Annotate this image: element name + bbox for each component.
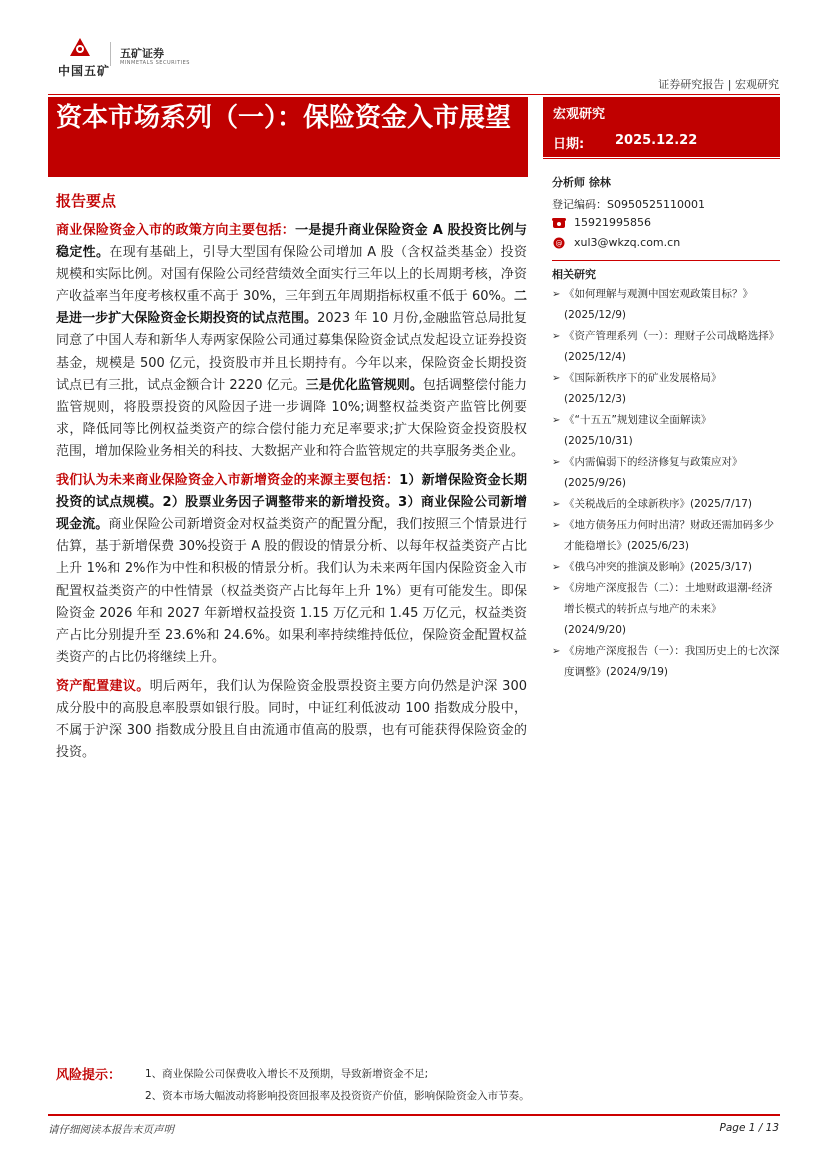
related-research-list xyxy=(552,284,780,683)
allocation-lead: 资产配置建议。 xyxy=(56,678,150,694)
policy-text-2: 2023 年 10 月份,金融监管总局批复同意了中国人寿和新华人寿两家保险公司通过募集保险资金试点发起设立证券投资基金，规模是 500 亿元，投资股市并且长期持有。今年以来，保险资金长期投资试点已有三批，试点金额合计 2220 亿元。 xyxy=(56,311,527,393)
related-item[interactable]: ➢ 《房地产深度报告（二）：土地财政退潮-经济增长模式的转折点与地产的未来》(2024/9/20) xyxy=(552,578,780,641)
date-label: 日期: xyxy=(553,137,585,152)
related-item[interactable]: ➢ 《房地产深度报告（一）：我国历史上的七次深度调整》(2024/9/19) xyxy=(552,641,780,683)
related-item[interactable]: ➢ 《“十五五”规划建议全面解读》(2025/10/31) xyxy=(552,410,780,452)
funding-sources: 1）新增保险资金长期投资的试点规模。2）股票业务因子调整带来的新增投资。3）商业保险公司新增现金流。 xyxy=(56,473,527,533)
report-title: 资本市场系列（一）：保险资金入市展望 xyxy=(48,97,528,177)
risk-label: 风险提示： xyxy=(56,1068,122,1083)
report-category: 宏观研究 xyxy=(553,107,606,122)
related-research-title: 相关研究 xyxy=(552,268,596,281)
footer-rule xyxy=(48,1114,780,1116)
policy-text-3: 包括调整偿付能力监管规则，将股票投资的风险因子进一步调降 10%;调整权益类资产监管比例要求，降低同等比例权益类资产的综合偿付能力充足率要求;扩大保险资金投资股权范围，增加保险业务相关的科技、大数据产业和符合监管规定的共享服务类企业。 xyxy=(56,377,527,459)
policy-point-2: 二是进一步扩大保险资金长期投资的试点范围。 xyxy=(56,289,527,327)
email-row xyxy=(552,236,680,249)
analyst-name: 分析师 徐林 xyxy=(552,176,611,189)
footer-disclaimer: 请仔细阅读本报告末页声明 xyxy=(48,1124,174,1136)
related-item[interactable]: ➢ 《俄乌冲突的推演及影响》(2025/3/17) xyxy=(552,557,780,578)
header-rule xyxy=(48,94,780,95)
phone-number: 15921995856 xyxy=(574,216,651,229)
policy-paragraph xyxy=(56,220,527,463)
funding-paragraph xyxy=(56,470,527,669)
sidebar-rule xyxy=(543,158,780,159)
group-name: 中国五矿 xyxy=(58,64,111,78)
report-date: 2025.12.22 xyxy=(615,133,698,148)
risk-item: 1、商业保险公司保费收入增长不及预期，导致新增资金不足; xyxy=(145,1068,429,1080)
page-number: Page 1 / 13 xyxy=(719,1122,779,1134)
funding-lead: 我们认为未来商业保险资金入市新增资金的来源主要包括： xyxy=(56,473,400,489)
policy-text-1: 在现有基础上，引导大型国有保险公司增加 A 股（含权益类基金）投资规模和实际比例。对国有保险公司经营绩效全面实行三年以上的长周期考核，净资产收益率当年度考核权重不高于 30%，三年到五年周期指标权重不低于 60%。 xyxy=(56,245,527,305)
funding-text: 商业保险公司新增资金对权益类资产的配置分配，我们按照三个情景进行估算，基于新增保费 30%投资于 A 股的假设的情景分析、以每年权益类资产占比上升 1%和 2%作为中性和积极的情景分析。我们认为未来两年国内保险资金入市配置权益类资产的中性情景（权益类资产占比每年上升 1%）更有可能发生。即保险资金 2026 年和 2027 年新增权益投资 1.15 万亿元和 1.45 万亿元，权益类资产占比分别提升至 23.6%和 24.6%。如果利率持续维持低位，保险资金配置权益类资产的占比仍将继续上升。 xyxy=(56,517,527,665)
svg-text:@: @ xyxy=(555,239,563,248)
related-item[interactable]: ➢ 《内需偏弱下的经济修复与政策应对》(2025/9/26) xyxy=(552,452,780,494)
allocation-paragraph xyxy=(56,676,527,764)
related-item[interactable]: ➢ 《国际新秩序下的矿业发展格局》(2025/12/3) xyxy=(552,368,780,410)
minmetals-logo-icon xyxy=(68,36,92,58)
policy-lead: 商业保险资金入市的政策方向主要包括： xyxy=(56,223,296,238)
registration-number: 登记编码：S0950525110001 xyxy=(552,198,705,211)
related-item[interactable]: ➢ 《关税战后的全球新秩序》(2025/7/17) xyxy=(552,494,780,515)
related-item[interactable]: ➢ 《地方债务压力何时出清？财政还需加码多少才能稳增长》(2025/6/23) xyxy=(552,515,780,557)
allocation-text: 明后两年，我们认为保险资金股票投资主要方向仍然是沪深 300 成分股中的高股息率股票如银行股。同时，中证红利低波动 100 指数成分股中，不属于沪深 300 指数成分股且自由流通市值高的股票，也有可能获得保险资金的投资。 xyxy=(56,678,527,761)
related-item[interactable]: ➢ 《资产管理系列（一）：理财子公司战略选择》(2025/12/4) xyxy=(552,326,780,368)
brand-subtitle: MINMETALS SECURITIES xyxy=(120,60,190,66)
category-date-box xyxy=(543,97,780,157)
policy-point-3: 三是优化监管规则。 xyxy=(305,377,423,393)
phone-row xyxy=(552,216,651,229)
related-rule xyxy=(552,260,780,261)
email-address[interactable]: xul3@wkzq.com.cn xyxy=(574,236,681,249)
email-icon xyxy=(552,237,566,249)
logo-divider xyxy=(110,42,111,66)
report-body xyxy=(56,220,527,771)
related-item[interactable]: ➢ 《如何理解与观测中国宏观政策目标？》(2025/12/9) xyxy=(552,284,780,326)
section-title: 报告要点 xyxy=(56,192,117,210)
phone-icon xyxy=(552,217,566,229)
brand-name: 五矿证券 xyxy=(120,47,164,60)
report-type: 证券研究报告 | 宏观研究 xyxy=(658,78,779,91)
policy-point-1: 一是提升商业保险资金 A 股投资比例与稳定性。 xyxy=(56,223,527,261)
risk-item: 2、资本市场大幅波动将影响投资回报率及投资资产价值，影响保险资金入市节奏。 xyxy=(145,1090,530,1102)
